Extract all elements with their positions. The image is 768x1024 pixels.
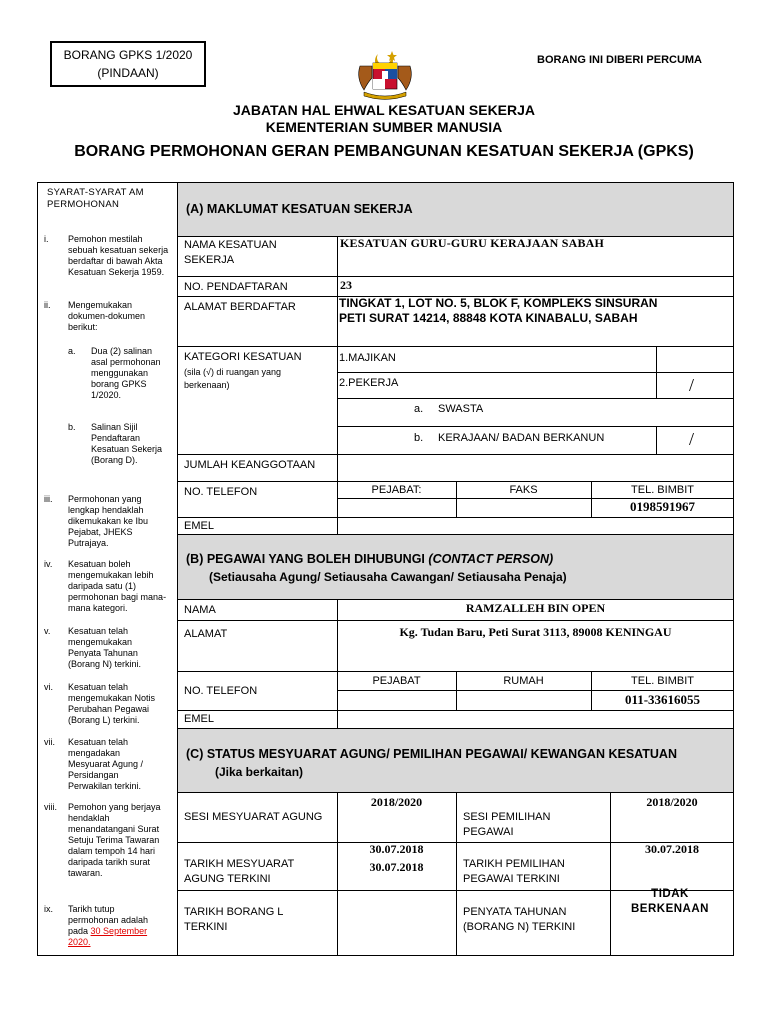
phone-mobile-a: TEL. BIMBIT xyxy=(631,484,694,496)
registration-no-value: 23 xyxy=(340,278,352,292)
registration-no-label: NO. PENDAFTARAN xyxy=(184,281,288,293)
annual-report-label: PENYATA TAHUNAN (BORANG N) TERKINI xyxy=(463,906,576,933)
section-b-subtitle: (Setiausaha Agung/ Setiausaha Cawangan/ Setiausaha Penaja) xyxy=(209,570,567,584)
phone-mobile-b: TEL. BIMBIT xyxy=(631,675,694,687)
form-l-date-label: TARIKH BORANG L TERKINI xyxy=(184,906,284,933)
closing-date: 30 September 2020. xyxy=(68,926,148,947)
election-session-value: 2018/2020 xyxy=(646,795,698,809)
department-name: JABATAN HAL EHWAL KESATUAN SEKERJA xyxy=(232,102,536,118)
registered-address-line1: TINGKAT 1, LOT NO. 5, BLOK F, KOMPLEKS SINSURAN xyxy=(339,296,658,310)
sub-a-num: a. xyxy=(414,403,424,415)
annual-report-value: TIDAK BERKENAAN xyxy=(631,888,709,915)
section-b-title: (B) PEGAWAI YANG BOLEH DIHUBUNGI (CONTACT PERSON) xyxy=(186,552,554,566)
phone-office-b: PEJABAT xyxy=(372,675,421,687)
contact-address-label: ALAMAT xyxy=(184,628,228,640)
phone-home-b: RUMAH xyxy=(503,675,544,687)
phone-label-b: NO. TELEFON xyxy=(184,685,258,697)
union-category-hint: (sila (√) di ruangan yang berkenaan) xyxy=(184,367,281,390)
election-date-value: 30.07.2018 xyxy=(645,842,699,856)
category-private: SWASTA xyxy=(438,403,484,415)
election-date-label: TARIKH PEMILIHAN PEGAWAI TERKINI xyxy=(463,858,565,885)
section-b-header-bg xyxy=(178,534,733,599)
email-label-a: EMEL xyxy=(184,520,214,532)
sub-b-num: b. xyxy=(414,432,424,444)
union-name-label: NAMA KESATUAN SEKERJA xyxy=(184,239,277,266)
contact-name-label: NAMA xyxy=(184,604,216,616)
free-form-note: BORANG INI DIBERI PERCUMA xyxy=(537,54,703,66)
form-amend: (PINDAAN) xyxy=(97,66,159,80)
malaysia-coat-of-arms-icon xyxy=(354,48,416,100)
contact-address-value: Kg. Tudan Baru, Peti Surat 3113, 89008 KENINGAU xyxy=(399,625,672,639)
form-code: BORANG GPKS 1/2020 xyxy=(63,48,193,62)
category-worker: 2.PEKERJA xyxy=(339,377,399,389)
union-name-value: KESATUAN GURU-GURU KERAJAAN SABAH xyxy=(340,236,605,250)
agm-session-label: SESI MESYUARAT AGUNG xyxy=(184,811,323,823)
registered-address-line2: PETI SURAT 14214, 88848 KOTA KINABALU, SABAH xyxy=(339,311,638,325)
agm-date-label: TARIKH MESYUARAT AGUNG TERKINI xyxy=(184,858,295,885)
section-a-title: (A) MAKLUMAT KESATUAN SEKERJA xyxy=(186,202,413,216)
form-code-box xyxy=(50,41,206,87)
requirements-heading: SYARAT-SYARAT AM PERMOHONAN xyxy=(47,187,144,210)
contact-person-label: (CONTACT PERSON) xyxy=(428,552,554,566)
worker-check-mark: / xyxy=(689,375,695,395)
contact-name-value: RAMZALLEH BIN OPEN xyxy=(465,601,606,615)
mobile-value-a: 0198591967 xyxy=(630,499,695,514)
form-title: BORANG PERMOHONAN GERAN PEMBANGUNAN KESATUAN SEKERJA (GPKS) xyxy=(74,143,694,160)
agm-date-value: 30.07.2018 xyxy=(369,842,424,856)
phone-label-a: NO. TELEFON xyxy=(184,486,258,498)
phone-fax-a: FAKS xyxy=(509,484,538,496)
section-c-title: (C) STATUS MESYUARAT AGUNG/ PEMILIHAN PEGAWAI/ KEWANGAN KESATUAN xyxy=(186,747,677,761)
category-employer: 1.MAJIKAN xyxy=(339,352,396,364)
agm-session-value: 2018/2020 xyxy=(370,795,423,809)
category-government: KERAJAAN/ BADAN BERKANUN xyxy=(438,432,605,444)
section-c-subtitle: (Jika berkaitan) xyxy=(215,765,304,779)
form-l-date-value: 30.07.2018 xyxy=(369,860,424,874)
registered-address-label: ALAMAT BERDAFTAR xyxy=(184,301,296,313)
ministry-name: KEMENTERIAN SUMBER MANUSIA xyxy=(265,119,503,135)
union-category-label: KATEGORI KESATUAN xyxy=(184,351,302,363)
email-label-b: EMEL xyxy=(184,713,214,725)
phone-office-a: PEJABAT: xyxy=(371,484,422,496)
membership-label: JUMLAH KEANGGOTAAN xyxy=(184,459,316,471)
government-check-mark: / xyxy=(689,429,695,449)
election-session-label: SESI PEMILIHAN PEGAWAI xyxy=(463,811,551,838)
mobile-value-b: 011-33616055 xyxy=(624,692,701,707)
